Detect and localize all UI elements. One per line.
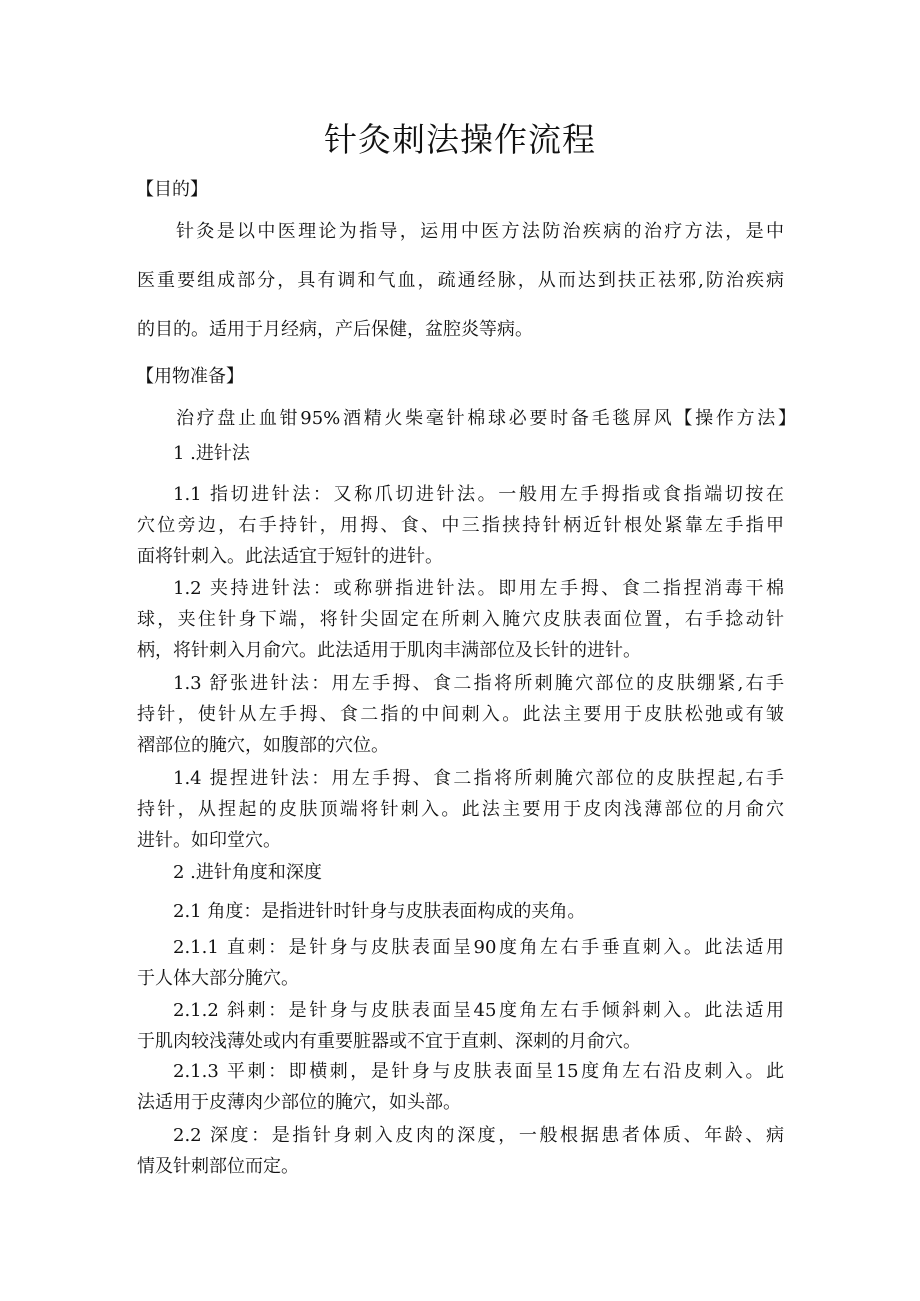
item-1-4-line-2: 持针，从捏起的皮肤顶端将针刺入。此法主要用于皮肉浅薄部位的月俞穴 xyxy=(137,799,784,820)
item-2-1-1-line-2: 于人体大部分腌穴。 xyxy=(137,968,299,989)
item-1-3-line-2: 持针，使针从左手拇、食二指的中间刺入。此法主要用于皮肤松弛或有皱 xyxy=(137,704,784,725)
purpose-line-3: 的目的。适用于月经病，产后保健，盆腔炎等病。 xyxy=(137,319,533,340)
section1-heading: 1 .进针法 xyxy=(173,443,250,464)
purpose-heading: 【目的】 xyxy=(136,179,208,200)
item-2-1-3-line-2: 法适用于皮薄肉少部位的腌穴，如头部。 xyxy=(137,1092,461,1113)
item-1-2-line-2: 球，夹住针身下端，将针尖固定在所刺入腌穴皮肤表面位置，右手捻动针 xyxy=(137,609,784,630)
item-1-4-line-3: 进针。如印堂穴。 xyxy=(137,830,281,851)
item-1-4-line-1: 1.4 提捏进针法：用左手拇、食二指将所刺腌穴部位的皮肤捏起,右手 xyxy=(173,768,784,789)
item-1-3-line-3: 褶部位的腌穴，如腹部的穴位。 xyxy=(137,735,389,756)
item-1-3-line-1: 1.3 舒张进针法：用左手拇、食二指将所刺腌穴部位的皮肤绷紧,右手 xyxy=(173,673,784,694)
item-1-2-line-3: 柄，将针刺入月俞穴。此法适用于肌肉丰满部位及长针的进针。 xyxy=(137,640,641,661)
item-1-1-line-2: 穴位旁边，右手持针，用拇、食、中三指挟持针柄近针根处紧靠左手指甲 xyxy=(137,515,784,536)
document-title: 针灸刺法操作流程 xyxy=(324,120,596,159)
angle-definition: 2.1 角度：是指进针时针身与皮肤表面构成的夹角。 xyxy=(173,901,586,922)
purpose-line-1: 针灸是以中医理论为指导，运用中医方法防治疾病的治疗方法，是中 xyxy=(176,221,784,242)
item-2-1-3-line-1: 2.1.3 平刺：即横刺，是针身与皮肤表面呈15度角左右沿皮刺入。此 xyxy=(173,1061,784,1082)
item-2-2-line-2: 情及针刺部位而定。 xyxy=(137,1156,299,1177)
section2-heading: 2 .进针角度和深度 xyxy=(173,862,322,883)
supplies-heading: 【用物准备】 xyxy=(136,366,244,387)
item-1-2-line-1: 1.2 夹持进针法：或称骈指进针法。即用左手拇、食二指捏消毒干棉 xyxy=(173,578,784,599)
item-2-1-1-line-1: 2.1.1 直刺：是针身与皮肤表面呈90度角左右手垂直刺入。此法适用 xyxy=(173,937,784,958)
item-1-1-line-3: 面将针刺入。此法适宜于短针的进针。 xyxy=(137,546,443,567)
item-2-1-2-line-2: 于肌肉较浅薄处或内有重要脏器或不宜于直刺、深刺的月俞穴。 xyxy=(137,1031,641,1052)
item-2-1-2-line-1: 2.1.2 斜刺：是针身与皮肤表面呈45度角左右手倾斜刺入。此法适用 xyxy=(173,1000,784,1021)
item-1-1-line-1: 1.1 指切进针法：又称爪切进针法。一般用左手拇指或食指端切按在 xyxy=(173,484,784,505)
purpose-line-2: 医重要组成部分，具有调和气血，疏通经脉，从而达到扶正祛邪,防治疾病 xyxy=(137,270,784,291)
supplies-line: 治疗盘止血钳95%酒精火柴毫针棉球必要时备毛毯屏风【操作方法】 xyxy=(176,408,796,429)
item-2-2-line-1: 2.2 深度：是指针身刺入皮肉的深度，一般根据患者体质、年龄、病 xyxy=(173,1125,784,1146)
